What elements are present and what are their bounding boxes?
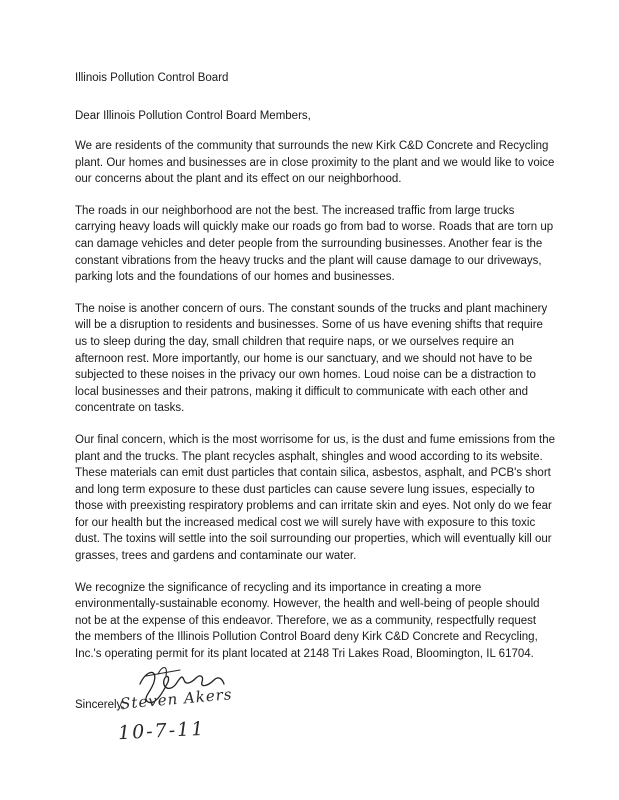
handwritten-name: Steven Akers [119,685,234,713]
paragraph-noise: The noise is another concern of ours. The constant sounds of the trucks and plant machinery will be a disruption to residents and businesses. Some of us have evening shifts that require us to sleep during the day, small children that require naps, or we ourselves require an afternoon rest. More importantly, our home is our sanctuary, and we should not have to be subjected to these noises in the privacy our own homes. Loud noise can be a distraction to local businesses and their patrons, making it difficult to communicate with each other and concentrate on tasks. [75,302,548,415]
paragraph-request: We recognize the significance of recycling and its importance in creating a more environmentally-sustainable economy. However, the health and well-being of people should not be at the expense of this endeavor. Therefore, we as a community, respectfully request the members of the Illinois Pollution Control Board deny Kirk C&D Concrete and Recycling, Inc.'s operating permit for its plant located at 2148 Tri Lakes Road, Bloomington, IL 61704. [75,581,540,661]
handwritten-date: 10-7-11 [117,717,206,745]
salutation: Dear Illinois Pollution Control Board Members, [75,110,311,122]
addressee-line: Illinois Pollution Control Board [75,72,229,84]
closing-sincerely: Sincerely, [75,699,125,711]
letter-body [75,138,555,678]
paragraph-intro: We are residents of the community that surrounds the new Kirk C&D Concrete and Recycling plant. Our homes and businesses are in close proximity to the plant and we would like to voice our concerns about the plant and its effect on our neighborhood. [75,140,555,186]
paragraph-roads: The roads in our neighborhood are not the best. The increased traffic from large trucks carrying heavy loads will quickly make our roads go from bad to worse. Roads that are torn up can damage vehicles and deter people from the surrounding businesses. Another fear is the constant vibrations from the heavy trucks and the plant will cause damage to our driveways, parking lots and the foundations of our homes and businesses. [75,204,554,284]
paragraph-dust: Our final concern, which is the most worrisome for us, is the dust and fume emissions from the plant and the trucks. The plant recycles asphalt, shingles and wood according to its website. These materials can emit dust particles that contain silica, asbestos, asphalt, and PCB's short and long term exposure to these dust particles can cause severe lung issues, especially to those with preexisting respiratory problems and can irritate skin and eyes. Not only do we fear for our health but the increased medical cost we will surely have with exposure to this toxic dust. The toxins will settle into the soil surrounding our properties, which will eventually kill our grasses, trees and gardens and contaminate our water. [75,433,555,563]
